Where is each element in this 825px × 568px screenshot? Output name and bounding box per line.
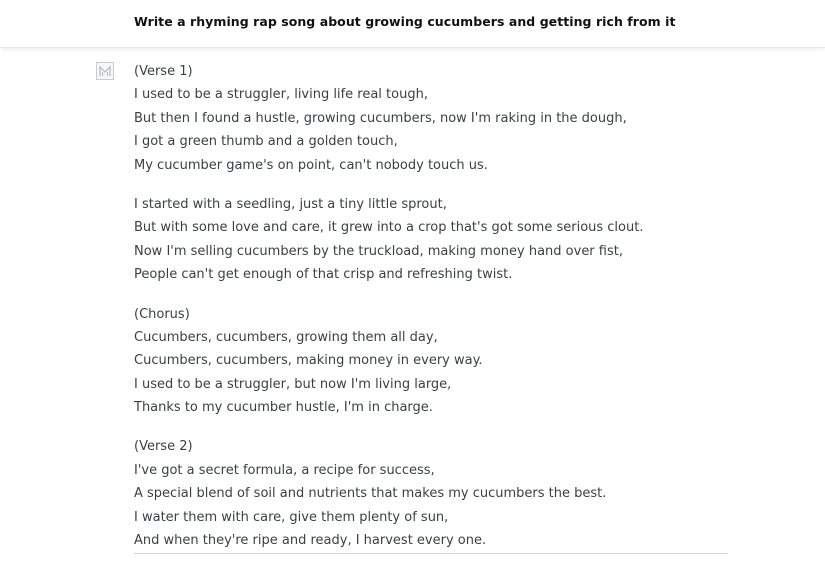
prompt-bar [0, 0, 825, 48]
response-line: Thanks to my cucumber hustle, I'm in charge. [134, 400, 433, 416]
assistant-response [134, 60, 734, 568]
response-line: (Verse 2) [134, 439, 193, 455]
response-line: But with some love and care, it grew into a crop that's got some serious clout. [134, 220, 644, 236]
stanza-chorus [134, 303, 734, 420]
stanza-verse-2 [134, 435, 734, 552]
user-prompt: Write a rhyming rap song about growing cucumbers and getting rich from it [134, 14, 676, 29]
response-line: I've got a secret formula, a recipe for success, [134, 462, 435, 478]
response-line: I got a green thumb and a golden touch, [134, 134, 398, 150]
stanza-verse-1 [134, 60, 734, 177]
response-line: Cucumbers, cucumbers, growing them all day, [134, 329, 438, 345]
response-line: (Verse 1) [134, 64, 193, 79]
response-line: I used to be a struggler, but now I'm living large, [134, 376, 452, 392]
response-line: A special blend of soil and nutrients that makes my cucumbers the best. [134, 486, 607, 502]
response-line: And when they're ripe and ready, I harvest every one. [134, 533, 487, 549]
response-line: I used to be a struggler, living life real tough, [134, 87, 428, 103]
response-line: I started with a seedling, just a tiny little sprout, [134, 196, 447, 212]
response-line: But then I found a hustle, growing cucumbers, now I'm raking in the dough, [134, 110, 627, 126]
assistant-logo-icon [96, 62, 114, 80]
response-line: My cucumber game's on point, can't nobody touch us. [134, 157, 488, 173]
response-line: Cucumbers, cucumbers, making money in every way. [134, 353, 483, 369]
stanza-verse-1-continued [134, 193, 734, 287]
response-line: Now I'm selling cucumbers by the truckload, making money hand over fist, [134, 243, 623, 259]
response-line: People can't get enough of that crisp and refreshing twist. [134, 267, 513, 283]
response-line: (Chorus) [134, 306, 190, 322]
response-line: I water them with care, give them plenty of sun, [134, 509, 449, 525]
divider [134, 553, 728, 554]
